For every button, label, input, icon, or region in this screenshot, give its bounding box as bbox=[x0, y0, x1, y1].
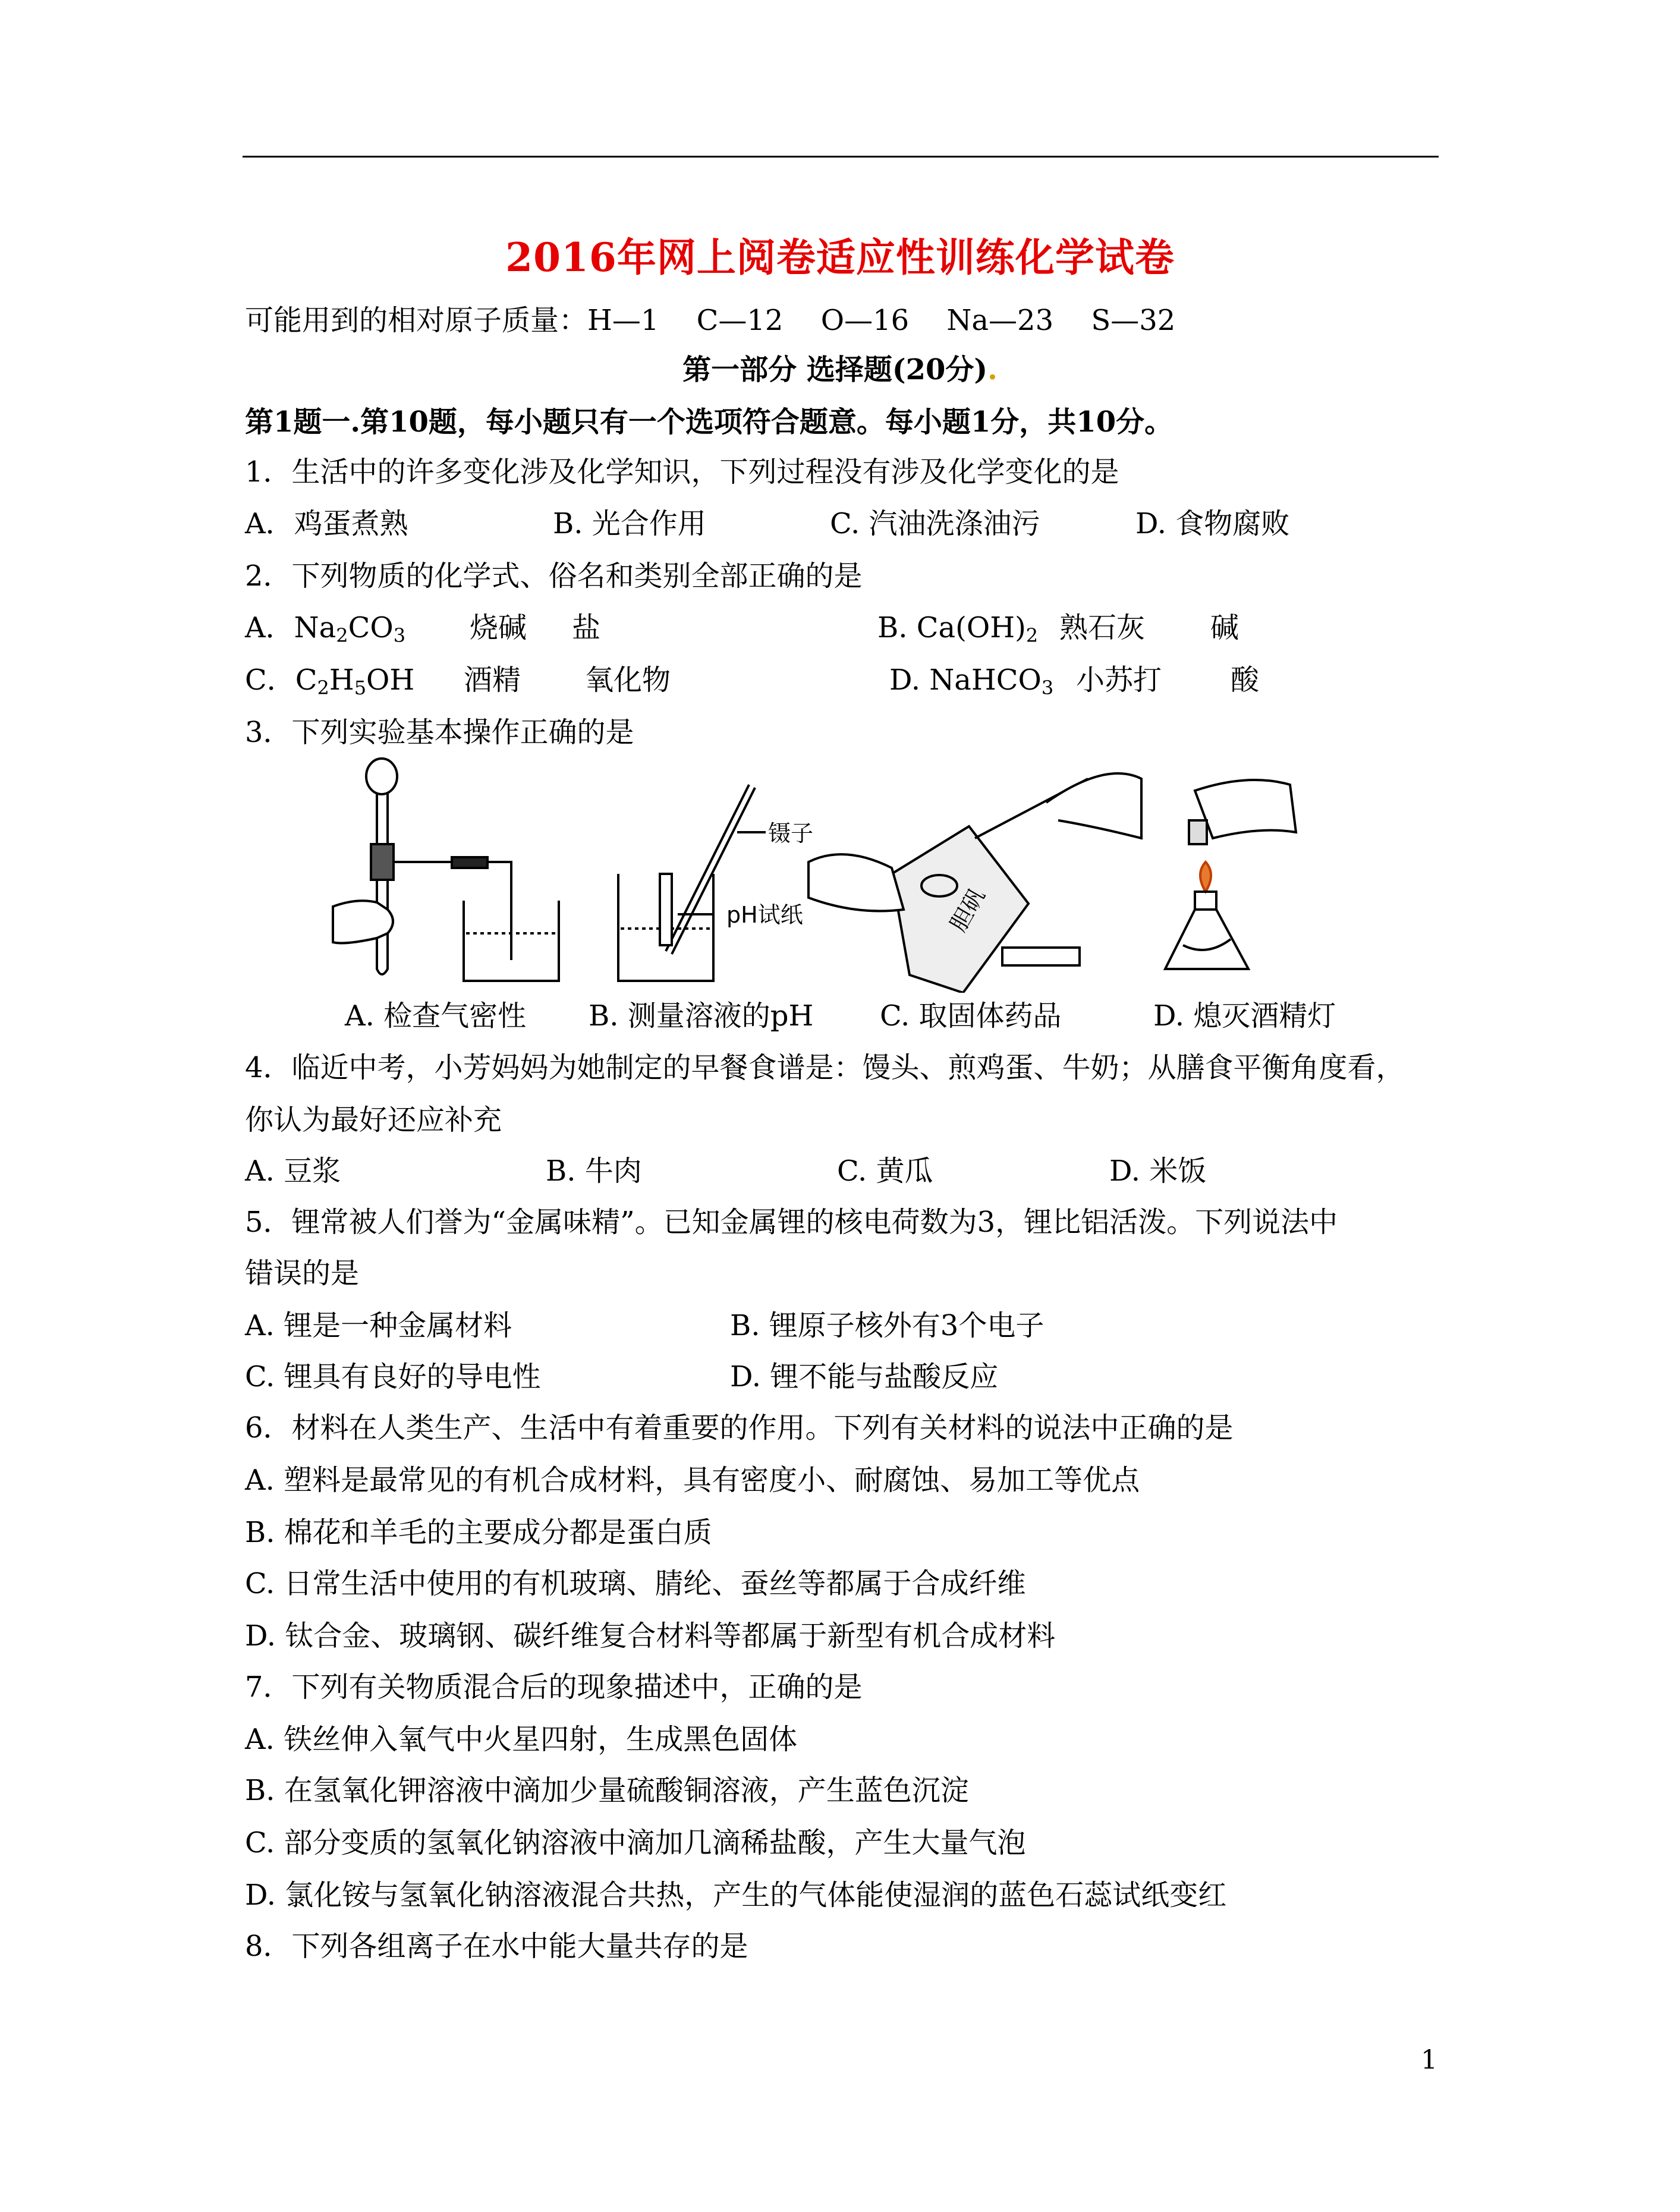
figure-b-ph bbox=[618, 785, 766, 981]
q2-option-a-name: 烧碱 bbox=[470, 611, 527, 644]
instruction: 第1题一.第10题，每小题只有一个选项符合题意。每小题1分，共10分。 bbox=[245, 405, 1174, 439]
q5-stem-line2: 错误的是 bbox=[245, 1257, 360, 1290]
q5-option-a: A. 锂是一种金属材料 bbox=[245, 1309, 512, 1342]
q7-option-a: A. 铁丝伸入氧气中火星四射，生成黑色固体 bbox=[245, 1723, 798, 1756]
q7-option-d: D. 氯化铵与氢氧化钠溶液混合共热，产生的气体能使湿润的蓝色石蕊试纸变红 bbox=[245, 1879, 1227, 1912]
q1-option-a: A．鸡蛋煮熟 bbox=[245, 507, 408, 540]
q4-option-d: D. 米饭 bbox=[1109, 1154, 1207, 1188]
q2-option-c-class: 氧化物 bbox=[585, 663, 671, 697]
q2-option-c-formula: C．$C_2H_5OH$ bbox=[245, 663, 415, 699]
q3-figure bbox=[321, 755, 1409, 993]
q6-option-c: C. 日常生活中使用的有机玻璃、腈纶、蚕丝等都属于合成纤维 bbox=[245, 1567, 1026, 1600]
q7-option-b: B. 在氢氧化钾溶液中滴加少量硫酸铜溶液，产生蓝色沉淀 bbox=[245, 1774, 969, 1807]
q3-option-c: C. 取固体药品 bbox=[880, 999, 1062, 1033]
q2-option-d-class: 酸 bbox=[1231, 663, 1260, 697]
q4-stem-line1: 4．临近中考，小芳妈妈为她制定的早餐食谱是：馒头、煎鸡蛋、牛奶；从膳食平衡角度看， bbox=[245, 1051, 1405, 1084]
q1-stem: 1．生活中的许多变化涉及化学知识，下列过程没有涉及化学变化的是 bbox=[245, 455, 1119, 489]
q3-stem: 3．下列实验基本操作正确的是 bbox=[245, 716, 634, 749]
q3-option-a: A. 检查气密性 bbox=[345, 999, 527, 1033]
q2-option-a-formula: A．$Na_2CO_3$ bbox=[245, 611, 406, 647]
q4-option-b: B. 牛肉 bbox=[546, 1154, 642, 1188]
header-rule bbox=[243, 156, 1439, 158]
q7-stem: 7．下列有关物质混合后的现象描述中，正确的是 bbox=[245, 1670, 863, 1704]
q4-option-a: A. 豆浆 bbox=[245, 1154, 341, 1188]
q1-option-b: B. 光合作用 bbox=[553, 507, 706, 540]
part-heading: 第一部分 选择题(20分). bbox=[682, 353, 998, 386]
q8-stem: 8．下列各组离子在水中能大量共存的是 bbox=[245, 1930, 748, 1963]
q1-option-c: C. 汽油洗涤油污 bbox=[830, 507, 1040, 540]
q7-option-c: C. 部分变质的氢氧化钠溶液中滴加几滴稀盐酸，产生大量气泡 bbox=[245, 1826, 1026, 1859]
q2-option-b-formula: B. $Ca(OH)_2$ bbox=[877, 611, 1039, 647]
q2-option-d-name: 小苏打 bbox=[1076, 663, 1162, 697]
q6-stem: 6．材料在人类生产、生活中有着重要的作用。下列有关材料的说法中正确的是 bbox=[245, 1411, 1234, 1445]
atomic-masses: 可能用到的相对原子质量：H—1 C—12 O—16 Na—23 S—32 bbox=[245, 304, 1176, 337]
figure-a-airtightness bbox=[333, 759, 559, 981]
q5-stem-line1: 5．锂常被人们誉为“金属味精”。已知金属锂的核电荷数为3，锂比铝活泼。下列说法中 bbox=[245, 1206, 1338, 1239]
q3-option-d: D. 熄灭酒精灯 bbox=[1153, 999, 1336, 1033]
q4-stem-line2: 你认为最好还应补充 bbox=[245, 1103, 502, 1137]
q5-option-d: D. 锂不能与盐酸反应 bbox=[730, 1360, 999, 1393]
figure-d-lamp bbox=[1165, 780, 1296, 969]
label-ph-paper: pH试纸 bbox=[726, 902, 803, 928]
q5-option-c: C. 锂具有良好的导电性 bbox=[245, 1360, 541, 1393]
q2-option-b-class: 碱 bbox=[1210, 611, 1239, 644]
q2-option-a-class: 盐 bbox=[572, 611, 601, 644]
q2-option-b-name: 熟石灰 bbox=[1059, 611, 1146, 644]
label-tweezers: 镊子 bbox=[768, 820, 814, 847]
q2-option-c-name: 酒精 bbox=[464, 663, 521, 697]
q3-option-b: B. 测量溶液的pH bbox=[589, 999, 814, 1033]
q6-option-d: D. 钛合金、玻璃钢、碳纤维复合材料等都属于新型有机合成材料 bbox=[245, 1619, 1056, 1653]
q6-option-a: A. 塑料是最常见的有机合成材料，具有密度小、耐腐蚀、易加工等优点 bbox=[245, 1464, 1140, 1497]
q2-stem: 2．下列物质的化学式、俗名和类别全部正确的是 bbox=[245, 559, 863, 593]
q2-option-d-formula: D. NaHCO$_3$ bbox=[889, 663, 1054, 699]
q4-option-c: C. 黄瓜 bbox=[837, 1154, 933, 1188]
q6-option-b: B. 棉花和羊毛的主要成分都是蛋白质 bbox=[245, 1516, 712, 1549]
q5-option-b: B. 锂原子核外有3个电子 bbox=[730, 1309, 1045, 1342]
figure-c-solid bbox=[808, 773, 1141, 993]
q1-option-d: D. 食物腐败 bbox=[1135, 507, 1290, 540]
page-number: 1 bbox=[1421, 2045, 1437, 2075]
label-bottle: 胆矾 bbox=[945, 883, 990, 936]
page-title: 2016年网上阅卷适应性训练化学试卷 bbox=[505, 234, 1175, 281]
